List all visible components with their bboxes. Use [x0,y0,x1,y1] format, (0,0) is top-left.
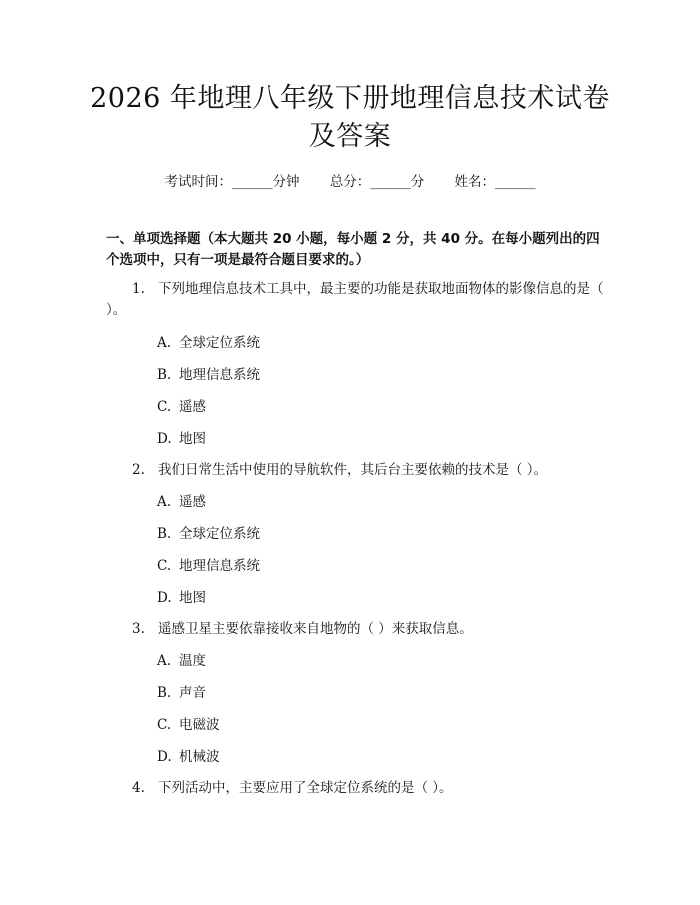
option-letter: A. [157,335,172,351]
option-text: 遥感 [179,494,206,510]
question-number: 1. [132,281,145,297]
total-score-field: 总分：______分 [329,174,425,190]
question-2-option-b [157,524,260,544]
question-2-option-a [157,492,206,512]
question-1-option-a [157,333,260,353]
question-3-option-b [157,683,206,703]
option-text: 机械波 [179,749,220,765]
option-text: 温度 [179,653,206,669]
option-text: 遥感 [179,399,206,415]
option-text: 全球定位系统 [179,335,260,351]
question-1 [106,279,606,321]
question-number: 4. [132,780,145,796]
option-text: 地图 [179,590,206,606]
option-letter: A. [157,653,172,669]
question-1-option-d [157,429,206,449]
question-2 [106,460,606,481]
question-4 [106,778,606,799]
page-title: 2026 年地理八年级下册地理信息技术试卷及答案 [90,83,610,152]
question-3-option-c [157,715,220,735]
option-text: 地理信息系统 [179,367,260,383]
question-stem: 下列地理信息技术工具中，最主要的功能是获取地面物体的影像信息的是（ ）。 [106,281,604,318]
option-letter: D. [157,749,172,765]
option-letter: B. [157,367,172,383]
question-number: 3. [132,621,145,637]
question-stem: 我们日常生活中使用的导航软件，其后台主要依赖的技术是（ ）。 [158,462,548,478]
question-3-option-d [157,747,220,767]
question-3 [106,619,606,640]
question-2-option-d [157,588,206,608]
option-letter: C. [157,558,172,574]
option-text: 全球定位系统 [179,526,260,542]
option-letter: B. [157,685,172,701]
question-1-option-b [157,365,260,385]
exam-info-line [0,170,700,190]
option-letter: C. [157,717,172,733]
section-heading: 一、单项选择题（本大题共 20 小题，每小题 2 分，共 40 分。在每小题列出的四个选项中，只有一项是最符合题目要求的。） [106,231,600,268]
option-letter: D. [157,431,172,447]
option-letter: A. [157,494,172,510]
question-stem: 下列活动中，主要应用了全球定位系统的是（ ）。 [158,780,453,796]
option-text: 电磁波 [179,717,220,733]
question-2-option-c [157,556,260,576]
question-3-option-a [157,651,206,671]
option-letter: B. [157,526,172,542]
question-stem: 遥感卫星主要依靠接收来自地物的（ ）来获取信息。 [158,621,473,637]
exam-time-field: 考试时间：______分钟 [164,174,300,190]
question-number: 2. [132,462,145,478]
question-1-option-c [157,397,206,417]
option-letter: D. [157,590,172,606]
option-text: 地图 [179,431,206,447]
option-text: 声音 [179,685,206,701]
student-name-field: 姓名：______ [454,174,536,190]
option-text: 地理信息系统 [179,558,260,574]
option-letter: C. [157,399,172,415]
